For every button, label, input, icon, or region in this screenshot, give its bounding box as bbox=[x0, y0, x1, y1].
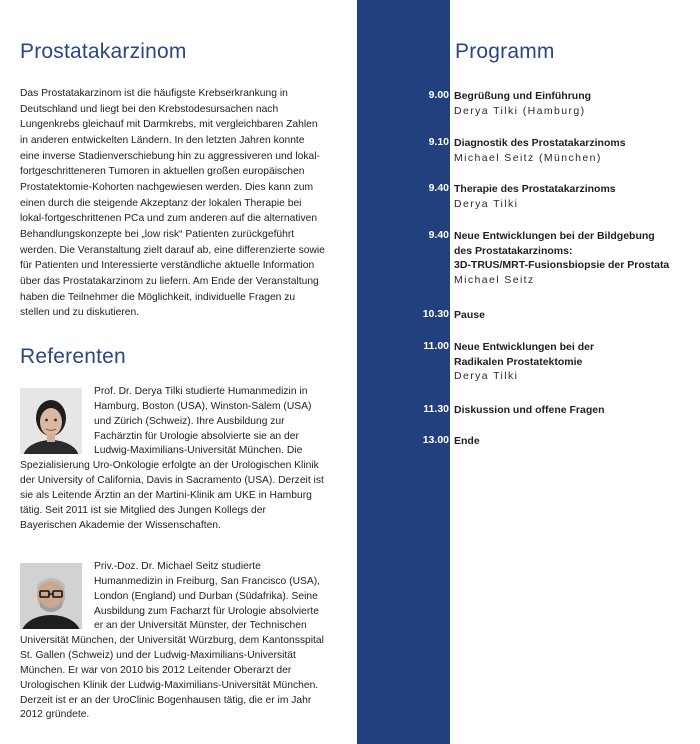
slot-time: 11.00 bbox=[423, 340, 449, 352]
portrait-woman-icon bbox=[20, 388, 82, 454]
slot-title-line: Neue Entwicklungen bei der bbox=[454, 341, 595, 353]
slot-title: Pause bbox=[454, 309, 485, 321]
referent-bio: Priv.-Doz. Dr. Michael Seitz studierte Humanmedizin in Freiburg, San Francisco (USA), London (England) und Durban (Südafrika). Seine Ausbildung zum Facharzt für Urologie absolvierte er an der Universität Münster, der Technischen Universität München, der Universität Würzburg, dem Kantonsspital St. Gallen (Schweiz) und der Ludwig-Maximilians-Universität München. Er war von 2010 bis 2012 Leitender Oberarzt der Urologischen Klinik der Ludwig-Maximilians-Universität München. Derzeit ist er an der UroClinic Bogenhausen tätig, die er im Jahr 2012 gründete. bbox=[20, 561, 324, 721]
slot-speaker: Michael Seitz (München) bbox=[454, 151, 602, 164]
referent-tilki bbox=[20, 385, 325, 533]
slot-title-line: Neue Entwicklungen bei der Bildgebung bbox=[454, 230, 655, 242]
slot-speaker: Derya Tilki (Hamburg) bbox=[454, 104, 586, 117]
page-title: Prostatakarzinom bbox=[20, 40, 187, 63]
slot-title: Ende bbox=[454, 435, 480, 447]
program-title: Programm bbox=[455, 40, 555, 63]
referents-title: Referenten bbox=[20, 345, 126, 368]
slot-time: 9.40 bbox=[428, 229, 449, 241]
slot-speaker: Michael Seitz bbox=[454, 273, 535, 286]
slot-title-line: 3D-TRUS/MRT-Fusionsbiopsie der Prostata bbox=[454, 259, 670, 271]
slot-title: Begrüßung und Einführung bbox=[454, 90, 592, 102]
slot-speaker: Derya Tilki bbox=[454, 370, 519, 382]
slot-title: Therapie des Prostatakarzinoms bbox=[454, 183, 616, 195]
slot-time: 9.10 bbox=[428, 136, 449, 148]
slot-speaker: Derya Tilki bbox=[454, 197, 519, 210]
slot-title: Diagnostik des Prostatakarzinoms bbox=[454, 137, 626, 149]
referent-bio: Prof. Dr. Derya Tilki studierte Humanmedizin in Hamburg, Boston (USA), Winston-Salem (USA) und Zürich (Schweiz). Ihre Ausbildung zur Fachärztin für Urologie absolvierte sie an der Ludwig-Maximilians-Universität München. Die Spezialisierung Uro-Onkologie erfolgte an der Urologischen Klinik der University of California, Davis in Sacramento (USA). Derzeit ist sie als Leitende Ärztin an der Martini-Klinik am UKE in Hamburg tätig. Seit 2011 ist sie Mitglied des Jungen Kollegs der Bayerischen Akademie der Wissenschaften. bbox=[20, 386, 324, 531]
slot-time: 10.30 bbox=[422, 308, 449, 320]
slot-time: 13.00 bbox=[422, 434, 449, 446]
referent-seitz bbox=[20, 560, 325, 723]
slot-title: Diskussion und offene Fragen bbox=[454, 404, 605, 416]
slot-time: 9.00 bbox=[428, 89, 449, 101]
slot-title-line: des Prostatakarzinoms: bbox=[454, 244, 573, 257]
slot-time: 11.30 bbox=[423, 403, 449, 415]
portrait-man-icon bbox=[20, 563, 82, 629]
slot-time: 9.40 bbox=[428, 182, 449, 194]
accent-band bbox=[357, 0, 450, 744]
intro-paragraph: Das Prostatakarzinom ist die häufigste Krebserkrankung in Deutschland und liegt bei den Krebstodesursachen nach Lungenkrebs gleichauf mit Darmkrebs, mit vergleichbaren Zahlen in anderen entwickelten Ländern. In den letzten Jahren konnte eine inverse Stadienverschiebung hin zu aggressiveren und lokal-fortgeschritteneren Tumoren in aktuellen großen europäischen Prostatektomie-Kohorten nachgewiesen werden. Dies kann zum einen durch die steigende Akzeptanz der lokalen Therapie bei lokal-fortgeschrittenen PCa und zum anderen auf die alternativen Behandlungskonzepte bei „low risk“ Patienten zurückgeführt werden. Die Veranstaltung zielt darauf ab, eine differenzierte sowie für Patienten und Interessierte verständliche aktuelle Information über das Prostatakarzinom zu liefern. Am Ende der Veranstaltung haben die Teilnehmer die Möglichkeit, individuelle Fragen zu stellen und zu diskutieren. bbox=[20, 88, 325, 319]
slot-title-line: Radikalen Prostatektomie bbox=[454, 355, 583, 368]
